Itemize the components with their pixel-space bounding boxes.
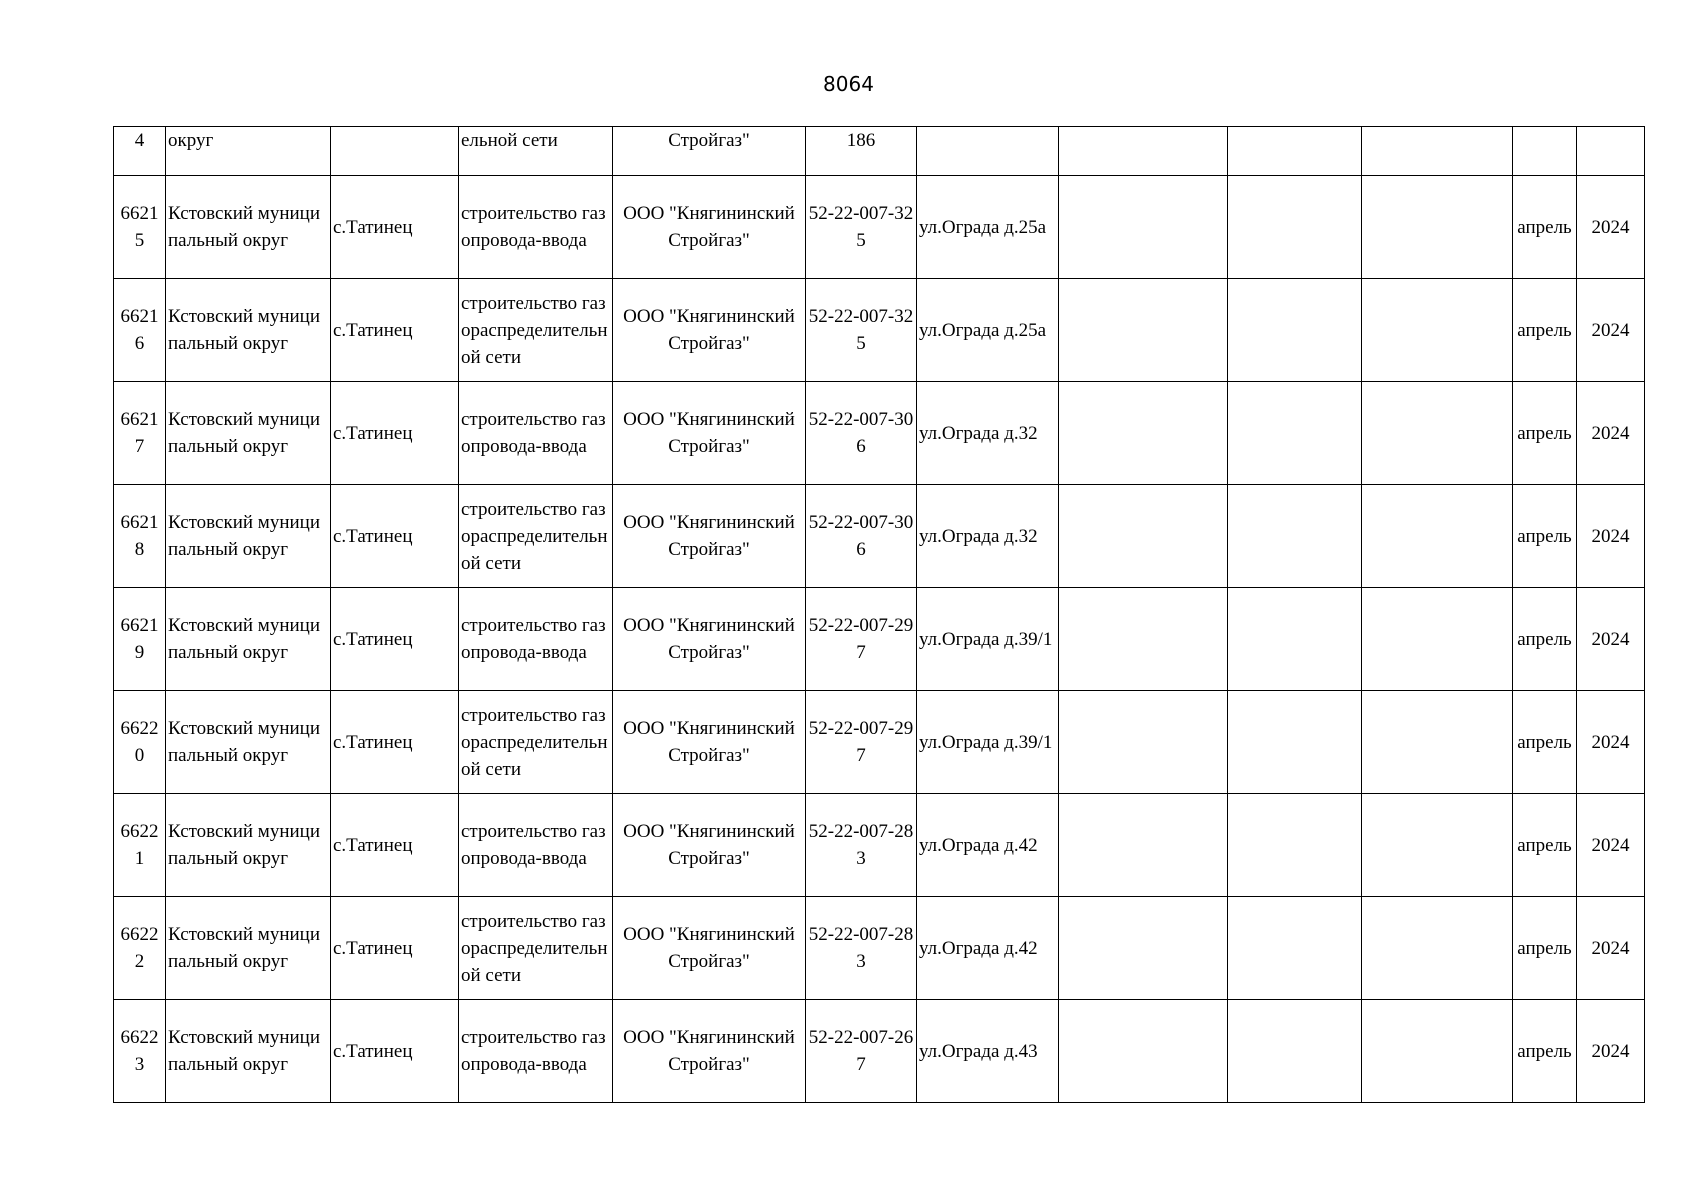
cell-cadastral-number: 52-22-007-297	[806, 691, 917, 794]
cell-cadastral-number: 52-22-007-325	[806, 176, 917, 279]
cell-empty	[1362, 691, 1513, 794]
cell-empty	[1059, 588, 1228, 691]
cell-organization: ООО "Княгининский Стройгаз"	[613, 176, 806, 279]
cell-district: округ	[166, 127, 331, 176]
cell-empty	[1228, 127, 1362, 176]
cell-district: Кстовский муниципальный округ	[166, 794, 331, 897]
cell-empty	[1362, 588, 1513, 691]
cell-district: Кстовский муниципальный округ	[166, 176, 331, 279]
cell-district: Кстовский муниципальный округ	[166, 1000, 331, 1103]
cell-empty	[1228, 588, 1362, 691]
cell-year: 2024	[1577, 897, 1645, 1000]
cell-empty	[1362, 279, 1513, 382]
cell-address: ул.Ограда д.39/1	[917, 588, 1059, 691]
table-row	[114, 897, 1645, 1000]
cell-place: с.Татинец	[331, 1000, 459, 1103]
cell-place: с.Татинец	[331, 176, 459, 279]
cell-number: 66217	[114, 382, 166, 485]
cell-district: Кстовский муниципальный округ	[166, 691, 331, 794]
cell-number: 66218	[114, 485, 166, 588]
cell-place: с.Татинец	[331, 588, 459, 691]
cell-cadastral-number: 52-22-007-306	[806, 382, 917, 485]
cell-address: ул.Ограда д.42	[917, 794, 1059, 897]
cell-empty	[1228, 897, 1362, 1000]
cell-address: ул.Ограда д.32	[917, 382, 1059, 485]
cell-empty	[1228, 691, 1362, 794]
cell-number: 66219	[114, 588, 166, 691]
cell-place	[331, 127, 459, 176]
cell-empty	[1362, 794, 1513, 897]
cell-empty	[1059, 1000, 1228, 1103]
cell-cadastral-number: 52-22-007-283	[806, 794, 917, 897]
cell-place: с.Татинец	[331, 279, 459, 382]
cell-organization: ООО "Княгининский Стройгаз"	[613, 485, 806, 588]
cell-number: 66221	[114, 794, 166, 897]
cell-year	[1577, 127, 1645, 176]
cell-empty	[1362, 485, 1513, 588]
cell-cadastral-number: 52-22-007-297	[806, 588, 917, 691]
cell-work-type: строительство газораспределительной сети	[459, 897, 613, 1000]
cell-organization: ООО "Княгининский Стройгаз"	[613, 382, 806, 485]
cell-empty	[1362, 382, 1513, 485]
cell-organization: ООО "Княгининский Стройгаз"	[613, 1000, 806, 1103]
cell-empty	[1362, 176, 1513, 279]
table-row	[114, 176, 1645, 279]
cell-empty	[1059, 176, 1228, 279]
cell-address: ул.Ограда д.25а	[917, 176, 1059, 279]
cell-month: апрель	[1513, 691, 1577, 794]
cell-work-type: строительство газопровода-ввода	[459, 794, 613, 897]
cell-year: 2024	[1577, 382, 1645, 485]
cell-address: ул.Ограда д.43	[917, 1000, 1059, 1103]
cell-place: с.Татинец	[331, 485, 459, 588]
cell-organization: ООО "Княгининский Стройгаз"	[613, 691, 806, 794]
cell-number: 66223	[114, 1000, 166, 1103]
cell-empty	[1228, 382, 1362, 485]
cell-month: апрель	[1513, 176, 1577, 279]
cell-year: 2024	[1577, 691, 1645, 794]
cell-organization: Стройгаз"	[613, 127, 806, 176]
cell-work-type: строительство газопровода-ввода	[459, 588, 613, 691]
cell-number: 66220	[114, 691, 166, 794]
cell-cadastral-number: 52-22-007-325	[806, 279, 917, 382]
cell-address: ул.Ограда д.25а	[917, 279, 1059, 382]
cell-year: 2024	[1577, 485, 1645, 588]
table-row	[114, 691, 1645, 794]
cell-district: Кстовский муниципальный округ	[166, 897, 331, 1000]
cell-month	[1513, 127, 1577, 176]
cell-month: апрель	[1513, 279, 1577, 382]
cell-district: Кстовский муниципальный округ	[166, 485, 331, 588]
cell-empty	[1228, 485, 1362, 588]
table-row	[114, 588, 1645, 691]
table-row	[114, 794, 1645, 897]
cell-year: 2024	[1577, 588, 1645, 691]
cell-month: апрель	[1513, 1000, 1577, 1103]
cell-empty	[1228, 279, 1362, 382]
cell-year: 2024	[1577, 1000, 1645, 1103]
cell-cadastral-number: 186	[806, 127, 917, 176]
cell-place: с.Татинец	[331, 691, 459, 794]
cell-empty	[1059, 897, 1228, 1000]
cell-address: ул.Ограда д.42	[917, 897, 1059, 1000]
cell-empty	[1362, 1000, 1513, 1103]
cell-number: 66215	[114, 176, 166, 279]
table-row	[114, 1000, 1645, 1103]
cell-work-type: строительство газопровода-ввода	[459, 1000, 613, 1103]
cell-district: Кстовский муниципальный округ	[166, 382, 331, 485]
cell-work-type: строительство газораспределительной сети	[459, 485, 613, 588]
table-row	[114, 382, 1645, 485]
cell-month: апрель	[1513, 588, 1577, 691]
cell-work-type: строительство газораспределительной сети	[459, 279, 613, 382]
cell-empty	[1059, 691, 1228, 794]
cell-district: Кстовский муниципальный округ	[166, 279, 331, 382]
cell-year: 2024	[1577, 176, 1645, 279]
cell-empty	[1059, 794, 1228, 897]
cell-empty	[1228, 1000, 1362, 1103]
cell-empty	[1228, 794, 1362, 897]
cell-empty	[1362, 897, 1513, 1000]
cell-organization: ООО "Княгининский Стройгаз"	[613, 588, 806, 691]
cell-number: 66216	[114, 279, 166, 382]
cell-month: апрель	[1513, 485, 1577, 588]
cell-address: ул.Ограда д.39/1	[917, 691, 1059, 794]
cell-address	[917, 127, 1059, 176]
cell-cadastral-number: 52-22-007-267	[806, 1000, 917, 1103]
cell-year: 2024	[1577, 279, 1645, 382]
cell-empty	[1059, 127, 1228, 176]
cell-cadastral-number: 52-22-007-283	[806, 897, 917, 1000]
cell-number: 66222	[114, 897, 166, 1000]
cell-work-type: строительство газопровода-ввода	[459, 382, 613, 485]
table-row	[114, 485, 1645, 588]
cell-work-type: строительство газопровода-ввода	[459, 176, 613, 279]
page-number: 8064	[823, 72, 874, 96]
cell-work-type: строительство газораспределительной сети	[459, 691, 613, 794]
works-table	[113, 126, 1645, 1103]
cell-month: апрель	[1513, 382, 1577, 485]
cell-empty	[1059, 279, 1228, 382]
cell-organization: ООО "Княгининский Стройгаз"	[613, 794, 806, 897]
cell-organization: ООО "Княгининский Стройгаз"	[613, 897, 806, 1000]
cell-work-type: ельной сети	[459, 127, 613, 176]
table-row	[114, 279, 1645, 382]
cell-empty	[1059, 382, 1228, 485]
cell-year: 2024	[1577, 794, 1645, 897]
cell-address: ул.Ограда д.32	[917, 485, 1059, 588]
cell-empty	[1362, 127, 1513, 176]
cell-place: с.Татинец	[331, 897, 459, 1000]
cell-month: апрель	[1513, 794, 1577, 897]
cell-place: с.Татинец	[331, 794, 459, 897]
cell-place: с.Татинец	[331, 382, 459, 485]
cell-empty	[1228, 176, 1362, 279]
cell-cadastral-number: 52-22-007-306	[806, 485, 917, 588]
cell-month: апрель	[1513, 897, 1577, 1000]
table-row	[114, 127, 1645, 176]
cell-organization: ООО "Княгининский Стройгаз"	[613, 279, 806, 382]
cell-number: 4	[114, 127, 166, 176]
cell-empty	[1059, 485, 1228, 588]
cell-district: Кстовский муниципальный округ	[166, 588, 331, 691]
